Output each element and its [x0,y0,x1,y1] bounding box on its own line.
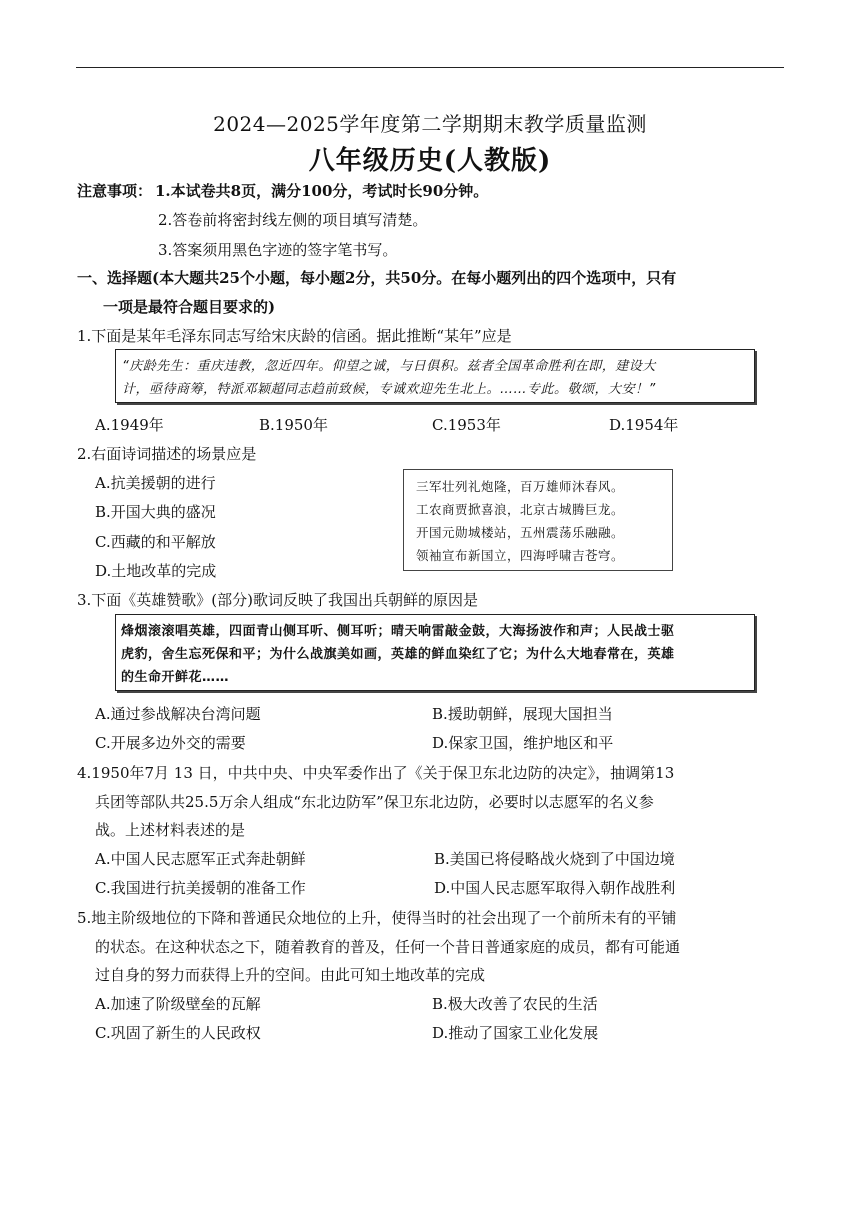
question-1-material-box [115,349,755,403]
question-5-stem: 5.地主阶级地位的下降和普通民众地位的上升，使得当时的社会出现了一个前所未有的平铺 [77,909,677,927]
question-4-option-b[interactable]: B.美国已将侵略战火烧到了中国边境 [434,850,675,868]
question-1-material-line: “庆龄先生：重庆违教，忽近四年。仰望之诚，与日俱积。兹者全国革命胜利在即，建设大 [122,359,656,374]
question-4-stem-line3: 战。上述材料表述的是 [95,821,246,839]
poem-line: 工农商贾掀喜浪，北京古城腾巨龙。 [416,502,625,517]
question-2-poem-box [403,469,673,571]
question-4-stem: 4.1950年7月 13 日，中共中央、中央军委作出了《关于保卫东北边防的决定》，抽调第13 [77,764,675,782]
exam-subtitle: 八年级历史(人教版) [308,146,552,176]
question-1-material-line: 计，亟待商筹，特派邓颖超同志趋前致候，专诚欢迎先生北上。……专此。敬颂，大安！” [122,382,656,397]
notice-item-1: 1.本试卷共8页，满分100分，考试时长90分钟。 [155,182,489,200]
question-3-option-b[interactable]: B.援助朝鲜，展现大国担当 [432,705,613,723]
question-5-option-d[interactable]: D.推动了国家工业化发展 [432,1024,599,1042]
poem-line: 开国元勋城楼站，五州震荡乐融融。 [416,525,625,540]
question-1-option-a[interactable]: A.1949年 [95,416,164,434]
question-3-material-box [115,614,755,691]
exam-title: 2024—2025学年度第二学期期末教学质量监测 [213,112,647,136]
question-2-stem: 2.右面诗词描述的场景应是 [77,445,257,463]
poem-line: 三军壮列礼炮隆，百万雄师沐春风。 [416,479,625,494]
question-4-option-a[interactable]: A.中国人民志愿军正式奔赴朝鲜 [95,850,306,868]
question-5-option-a[interactable]: A.加速了阶级壁垒的瓦解 [95,995,261,1013]
question-4-option-d[interactable]: D.中国人民志愿军取得入朝作战胜利 [434,879,676,897]
question-5-stem-line3: 过自身的努力而获得上升的空间。由此可知土地改革的完成 [95,966,486,984]
question-3-option-a[interactable]: A.通过参战解决台湾问题 [95,705,261,723]
question-4-option-c[interactable]: C.我国进行抗美援朝的准备工作 [95,879,306,897]
question-3-option-d[interactable]: D.保家卫国，维护地区和平 [432,734,614,752]
question-5-option-b[interactable]: B.极大改善了农民的生活 [432,995,598,1013]
question-3-material-line: 的生命开鲜花…… [121,670,230,685]
section-heading: 一、选择题(本大题共25个小题，每小题2分，共50分。在每小题列出的四个选项中，只有 [77,269,677,287]
notice-item-3: 3.答案须用黑色字迹的签字笔书写。 [158,241,398,259]
question-3-material-line: 虎豹，舍生忘死保和平；为什么战旗美如画，英雄的鲜血染红了它；为什么大地春常在，英雄 [121,647,675,662]
question-2-option-a[interactable]: A.抗美援朝的进行 [95,474,216,492]
question-1-option-c[interactable]: C.1953年 [432,416,501,434]
top-rule [76,67,784,68]
notice-label: 注意事项： [77,182,153,200]
question-5-option-c[interactable]: C.巩固了新生的人民政权 [95,1024,261,1042]
question-1-stem: 1.下面是某年毛泽东同志写给宋庆龄的信函。据此推断“某年”应是 [77,327,512,345]
question-2-option-d[interactable]: D.土地改革的完成 [95,562,217,580]
question-3-material-line: 烽烟滚滚唱英雄，四面青山侧耳听、侧耳听；晴天响雷敲金鼓，大海扬波作和声；人民战士驱 [121,624,675,639]
question-1-option-d[interactable]: D.1954年 [609,416,679,434]
question-3-option-c[interactable]: C.开展多边外交的需要 [95,734,246,752]
question-2-option-c[interactable]: C.西藏的和平解放 [95,533,216,551]
notice-item-2: 2.答卷前将密封线左侧的项目填写清楚。 [158,211,428,229]
question-3-stem: 3.下面《英雄赞歌》(部分)歌词反映了我国出兵朝鲜的原因是 [77,591,479,609]
question-4-stem-line2: 兵团等部队共25.5万余人组成“东北边防军”保卫东北边防，必要时以志愿军的名义参 [95,793,654,811]
question-2-option-b[interactable]: B.开国大典的盛况 [95,503,216,521]
question-5-stem-line2: 的状态。在这种状态之下，随着教育的普及，任何一个昔日普通家庭的成员，都有可能通 [95,938,681,956]
poem-line: 领袖宣布新国立，四海呼啸吉苍穹。 [416,548,625,563]
question-1-option-b[interactable]: B.1950年 [259,416,328,434]
section-heading-line2: 一项是最符合题目要求的) [103,298,276,316]
